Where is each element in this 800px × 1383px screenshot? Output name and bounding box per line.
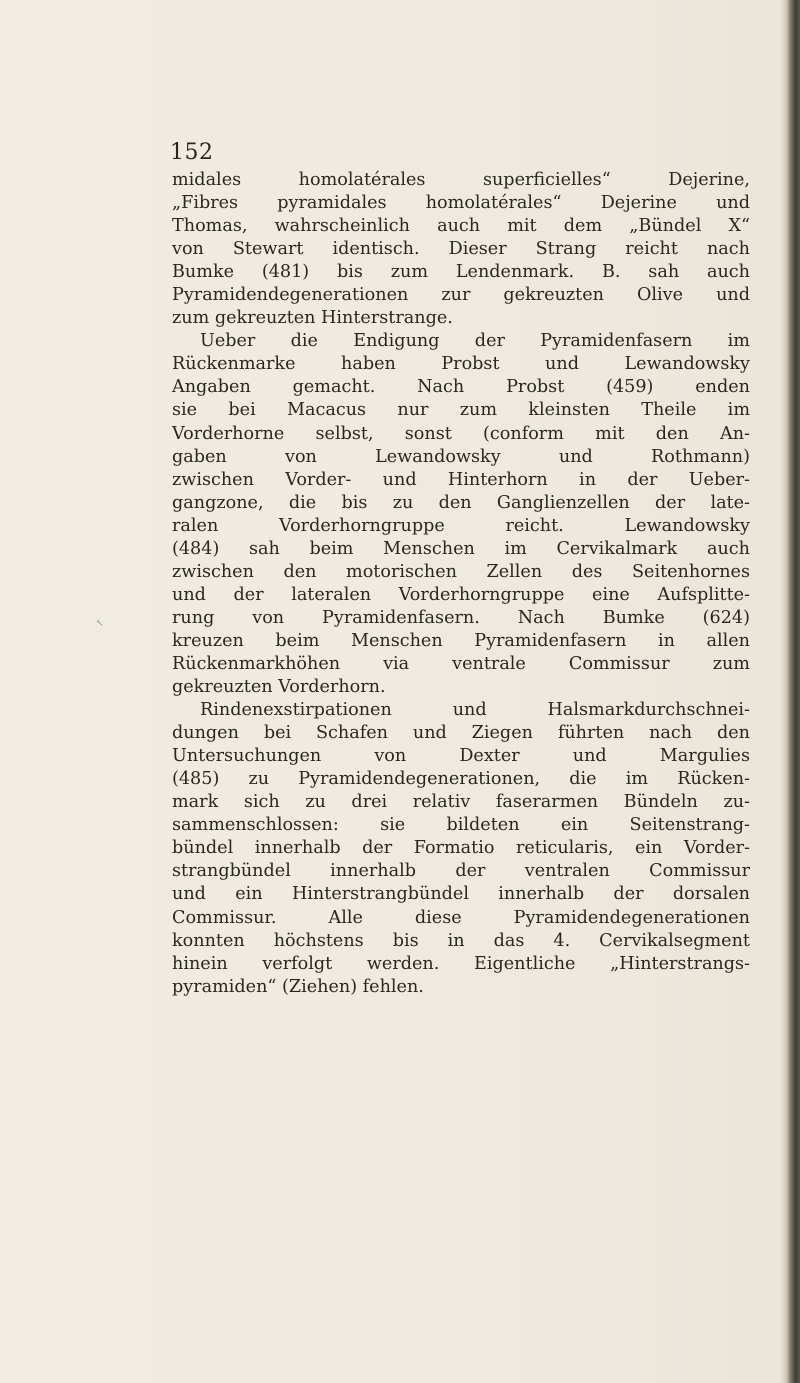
text-line: Untersuchungen von Dexter und Margulies bbox=[172, 746, 750, 767]
text-line: sie bei Macacus nur zum kleinsten Theile im bbox=[172, 400, 750, 421]
text-line: konnten höchstens bis in das 4. Cervikalsegment bbox=[172, 930, 750, 951]
body-text bbox=[172, 169, 750, 999]
text-line: (485) zu Pyramidendegenerationen, die im Rücken- bbox=[172, 769, 750, 790]
text-line: zwischen den motorischen Zellen des Seitenhornes bbox=[172, 561, 750, 582]
text-line: Commissur. Alle diese Pyramidendegenerationen bbox=[172, 907, 750, 928]
text-line: pyramiden“ (Ziehen) fehlen. bbox=[172, 976, 424, 997]
text-line: bündel innerhalb der Formatio reticularis, ein Vorder- bbox=[172, 838, 750, 859]
text-line: „Fibres pyramidales homolatérales“ Dejerine und bbox=[172, 193, 750, 214]
text-line: Rückenmarke haben Probst und Lewandowsky bbox=[172, 354, 750, 375]
text-line: midales homolatérales superficielles“ Dejerine, bbox=[172, 170, 750, 190]
page-number: 152 bbox=[170, 140, 214, 165]
text-line: rung von Pyramidenfasern. Nach Bumke (624) bbox=[172, 607, 750, 628]
text-line: von Stewart identisch. Dieser Strang reicht nach bbox=[172, 239, 750, 260]
text-line: gangzone, die bis zu den Ganglienzellen der late- bbox=[172, 492, 750, 513]
text-line: strangbündel innerhalb der ventralen Commissur bbox=[172, 861, 750, 882]
text-line: ralen Vorderhorngruppe reicht. Lewandowsky bbox=[172, 515, 750, 536]
text-line: zwischen Vorder- und Hinterhorn in der Ueber- bbox=[172, 469, 750, 490]
text-line: dungen bei Schafen und Ziegen führten nach den bbox=[172, 723, 750, 744]
text-line: gekreuzten Vorderhorn. bbox=[172, 677, 386, 698]
text-line: und der lateralen Vorderhorngruppe eine Aufsplitte- bbox=[172, 584, 750, 605]
text-line: mark sich zu drei relativ faserarmen Bündeln zu- bbox=[172, 792, 750, 813]
text-line: kreuzen beim Menschen Pyramidenfasern in allen bbox=[172, 630, 750, 651]
text-line: und ein Hinterstrangbündel innerhalb der dorsalen bbox=[172, 884, 750, 905]
page-edge-shadow bbox=[786, 0, 800, 1383]
text-line: Angaben gemacht. Nach Probst (459) enden bbox=[172, 377, 750, 398]
text-line: Ueber die Endigung der Pyramidenfasern im bbox=[200, 331, 750, 352]
text-line: Thomas, wahrscheinlich auch mit dem „Bündel X“ bbox=[172, 216, 750, 237]
print-speck-mark: ↖ bbox=[96, 619, 104, 629]
text-line: Pyramidendegenerationen zur gekreuzten Olive und bbox=[172, 285, 750, 306]
text-line: gaben von Lewandowsky und Rothmann) bbox=[172, 446, 750, 467]
text-line: hinein verfolgt werden. Eigentliche „Hinterstrangs- bbox=[172, 953, 750, 974]
text-line: sammenschlossen: sie bildeten ein Seitenstrang- bbox=[172, 815, 750, 836]
text-line: zum gekreuzten Hinterstrange. bbox=[172, 308, 453, 329]
text-line: Rindenexstirpationen und Halsmarkdurchschnei- bbox=[200, 700, 750, 721]
text-line: (484) sah beim Menschen im Cervikalmark auch bbox=[172, 538, 750, 559]
text-line: Bumke (481) bis zum Lendenmark. B. sah auch bbox=[172, 262, 750, 283]
text-line: Vorderhorne selbst, sonst (conform mit den An- bbox=[172, 423, 750, 444]
text-line: Rückenmarkhöhen via ventrale Commissur zum bbox=[172, 653, 750, 674]
